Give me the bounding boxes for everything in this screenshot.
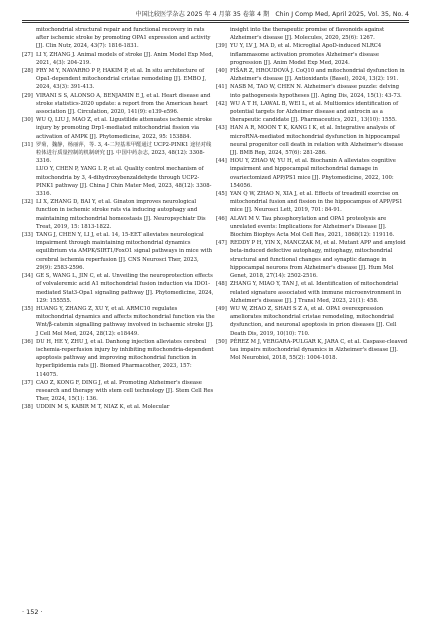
reference-entry xyxy=(22,67,215,92)
reference-text: UDDIN M S, KABIR M T, NIAZ K, et al. Molecular xyxy=(36,404,170,411)
reference-number: [27] xyxy=(22,51,33,58)
reference-text: NASB M, TAO W, CHEN N. Alzheimer's disease puzzle: delving into pathogenesis hypotheses [J]. Aging Dis, 2024, 15(1): 43-73. xyxy=(230,84,402,99)
reference-entry xyxy=(216,280,409,305)
reference-number: [46] xyxy=(216,215,227,222)
reference-entry xyxy=(22,272,215,305)
reference-text: CAO Z, KONG F, DING J, et al. Promoting Alzheimer's disease research and therapy with stem cell technology [J]. Stem Cell Res Ther, 2024, 15(1): 136. xyxy=(36,379,214,403)
reference-entry xyxy=(216,239,409,280)
reference-text: VIRANI S S, ALONSO A, BENJAMIN E J, et al. Heart disease and stroke statistics-2020 update: a report from the American heart association [J]. Circulation, 2020, 141(9): e139-e596. xyxy=(36,92,211,116)
reference-entry xyxy=(22,231,215,272)
reference-entry xyxy=(216,338,409,363)
reference-number: [36] xyxy=(22,338,33,345)
reference-text: LI X, ZHANG D, BAI Y, et al. Ginaton improves neurological function in ischemic stroke rats via inducing autophagy and maintaining mitochondrial homeostasis [J]. Neuropsychiatr Dis Treat, 2019, 15: 1813-1822. xyxy=(36,199,206,230)
reference-number: [43] xyxy=(216,125,227,132)
reference-number: [49] xyxy=(216,305,227,312)
reference-number: [37] xyxy=(22,379,33,386)
reference-entry xyxy=(22,305,215,338)
reference-text: YU Y, LV J, MA D, et al. Microglial ApoD-induced NLRC4 inflammasome activation promotes Alzheimer's disease progression [J]. Anim Model Exp Med, 2024. xyxy=(230,43,382,66)
reference-number: [30] xyxy=(22,117,33,124)
reference-text: GE S, WANG L, JIN C, et al. Unveiling the neuroprotection effects of volvaleremic acid A1 mitochondrial fusion induction via IDO1-mediated Stat3-Opa1 signaling pathway [J]. Phytomedicine, 2024, 129: 155555. xyxy=(36,273,214,304)
reference-entry xyxy=(216,100,409,125)
reference-text: YAN Q W, ZHAO N, XIA J, et al. Effects of treadmill exercise on mitochondrial fusion and fission in the hippocampus of APP/PS1 mice [J]. Neurosci Lett, 2019, 701: 84-91. xyxy=(230,191,403,214)
reference-entry xyxy=(216,190,409,215)
reference-entry xyxy=(216,305,409,338)
reference-entry xyxy=(22,92,215,117)
reference-entry xyxy=(22,403,215,411)
reference-entry xyxy=(216,83,409,99)
reference-text: LI Y, ZHANG J. Animal models of stroke [J]. Anim Model Exp Med, 2021, 4(3): 204-219. xyxy=(36,51,214,66)
reference-entry xyxy=(216,42,409,67)
reference-text: DU H, HE Y, ZHU J, et al. Danhong injection alleviates cerebral ischemia-reperfusion injury by inhibiting mitochondria-dependent apoptosis pathway and improving mitochondrial function in hyperlipidemia rats [J]. Biomed Pharmacother, 2023, 157: 114075. xyxy=(36,338,214,378)
reference-list-right xyxy=(216,42,409,362)
reference-number: [38] xyxy=(22,404,33,411)
reference-number: [48] xyxy=(216,281,227,288)
reference-number: [44] xyxy=(216,158,227,165)
header-rule xyxy=(22,20,409,21)
page-number: · 152 · xyxy=(22,608,43,616)
left-column xyxy=(22,26,215,412)
reference-entry xyxy=(22,116,215,141)
reference-list-left xyxy=(22,51,215,412)
reference-entry xyxy=(22,51,215,67)
reference-number: [34] xyxy=(22,273,33,280)
reference-entry xyxy=(216,67,409,83)
reference-text: WU Q, LIU J, MAO Z, et al. Ligustilide attenuates ischemic stroke injury by promoting Drp1-mediated mitochondrial fission via activation of AMPK [J]. Phytomedicine, 2022, 95: 153884. xyxy=(36,117,212,140)
reference-text: ALAVI M V. Tau phosphorylation and OPA1 proteolysis are unrelated events: Implications for Alzheimer's Disease [J]. Biochim Biophys Acta Mol Cell Res, 2021, 1868(12): 119116. xyxy=(230,215,395,239)
reference-text: HAN A R, MOON T K, KANG I K, et al. Integrative analysis of microRNA-mediated mitochondrial dysfunction in hippocampal neural progenitor cell death in relation with Alzheimer's disease [J]. BMB Rep, 2024, 57(6): 281-286. xyxy=(230,125,404,157)
reference-entry xyxy=(216,215,409,240)
reference-continuation: mitochondrial structural repair and functional recovery in rats after ischemic stroke by promoting OPA1 expression and activity [J]. Clin Nutr, 2024, 43(7): 1816-1831. xyxy=(36,27,211,50)
running-header: 中国比较医学杂志 2025 年 4 月第 35 卷第 4 期 Chin J Comp Med, April 2025, Vol. 35, No. 4 xyxy=(135,11,409,18)
reference-number: [40] xyxy=(216,68,227,75)
reference-number: [33] xyxy=(22,232,33,239)
reference-number: [45] xyxy=(216,191,227,198)
reference-number: [42] xyxy=(216,100,227,107)
right-column xyxy=(216,26,409,362)
reference-continuation: insight into the therapeutic promise of flavonoids against Alzheimer's disease [J]. Molecules, 2020, 25(6): 1267. xyxy=(230,27,385,42)
reference-text: PÉREZ M J, VERGARA-PULGAR K, JARA C, et al. Caspase-cleaved tau impairs mitochondrial dynamics in Alzheimer's disease [J]. Mol Neurobiol, 2018, 55(2): 1004-1018. xyxy=(230,338,408,362)
reference-number: [47] xyxy=(216,240,227,247)
reference-number: [41] xyxy=(216,84,227,91)
header-rule-thin xyxy=(22,22,409,23)
reference-number: [28] xyxy=(22,68,33,75)
reference-number: [29] xyxy=(22,92,33,99)
reference-number: [50] xyxy=(216,338,227,345)
reference-entry xyxy=(22,338,215,379)
reference-entry xyxy=(216,157,409,190)
reference-text: HUANG Y, ZHANG Z, XU Y, et al. ARMC10 regulates mitochondrial dynamics and affects mitochondrial function via the Wnt/β-catenin signalling pathway involved in ischaemic stroke [J]. J Cell Mol Med, 2024, 28(12): e18449. xyxy=(36,305,215,337)
reference-number: [32] xyxy=(22,199,33,206)
reference-number: [39] xyxy=(216,43,227,50)
reference-text: TANG J, CHEN Y, LI J, et al. 14, 15-EET alleviates neurological impairment through maintaining mitochondrial dynamics equilibrium via AMPK/SIRT1/FoxO1 signal pathways in mice with cerebral ischemia reperfusion [J]. CNS Neurosci Ther, 2023, 29(9): 2583-2596. xyxy=(36,232,213,271)
reference-text: HOU Y, ZHAO W, YU H, et al. Biochanin A alleviates cognitive impairment and hippocampal mitochondrial damage in ovariectomized APP/PS1 mice [J]. Phytomedicine, 2022, 100: 154056. xyxy=(230,158,396,189)
reference-number: [31] xyxy=(22,141,33,148)
reference-text: FRY M Y, NAVARRO P P, HAKIM P, et al. In situ architecture of Opa1-dependent mitochondrial cristae remodeling [J]. EMBO J, 2024, 43(3): 391-413. xyxy=(36,68,207,91)
reference-entry xyxy=(22,198,215,231)
reference-text: WU W, ZHAO Z, SHAH S Z A, et al. OPA1 overexpression ameliorates mitochondrial cristae remodeling, mitochondrial dysfunction, and neuronal apoptosis in prion diseases [J]. Cell Death Dis, 2019, 10(10): 710. xyxy=(230,305,397,337)
reference-entry xyxy=(216,124,409,157)
reference-entry xyxy=(22,165,215,198)
reference-text: ZHANG Y, MIAO Y, TAN J, et al. Identification of mitochondrial related signature associated with immune microenvironment in Alzheimer's disease [J]. J Transl Med, 2023, 21(1): 458. xyxy=(230,281,402,304)
reference-entry xyxy=(22,379,215,404)
reference-text: 罗菊，魏静，杨丽萍，等. 3, 4-二羟基苯甲醛通过 UCP2-PINK1 途径对线粒体进行质量控制的机制研究 [J]. 中国中药杂志, 2023, 48(12): 3308-3316. xyxy=(36,141,212,165)
reference-entry xyxy=(22,141,215,166)
reference-text: LUO Y, CHEN P, YANG L P, et al. Quality control mechanism of mitochondria by 3, 4-dihydroxybenzaldehyde through UCP2-PINK1 pathway [J]. China J Chin Mater Med, 2023, 48(12): 3308-3316. xyxy=(36,166,212,198)
reference-text: FIŠAR Z, HROUDOVÁ J. CoQ10 and mitochondrial dysfunction in Alzheimer's disease [J]. Antioxidants (Basel), 2024, 13(2): 191. xyxy=(230,68,405,83)
reference-text: WU A T H, LAWAL B, WEI L, et al. Multiomics identification of potential targets for Alzheimer disease and antrocin as a therapeutic candidate [J]. Pharmaceutics, 2021, 13(10): 1555. xyxy=(230,100,399,124)
reference-number: [35] xyxy=(22,305,33,312)
reference-text: REDDY P H, YIN X, MANCZAK M, et al. Mutant APP and amyloid beta-induced defective autophagy, mitophagy, mitochondrial structural and functional changes and synaptic damage in hippocampal neurons from Alzheimer's disease [J]. Hum Mol Genet, 2018, 27(14): 2502-2516. xyxy=(230,240,406,280)
